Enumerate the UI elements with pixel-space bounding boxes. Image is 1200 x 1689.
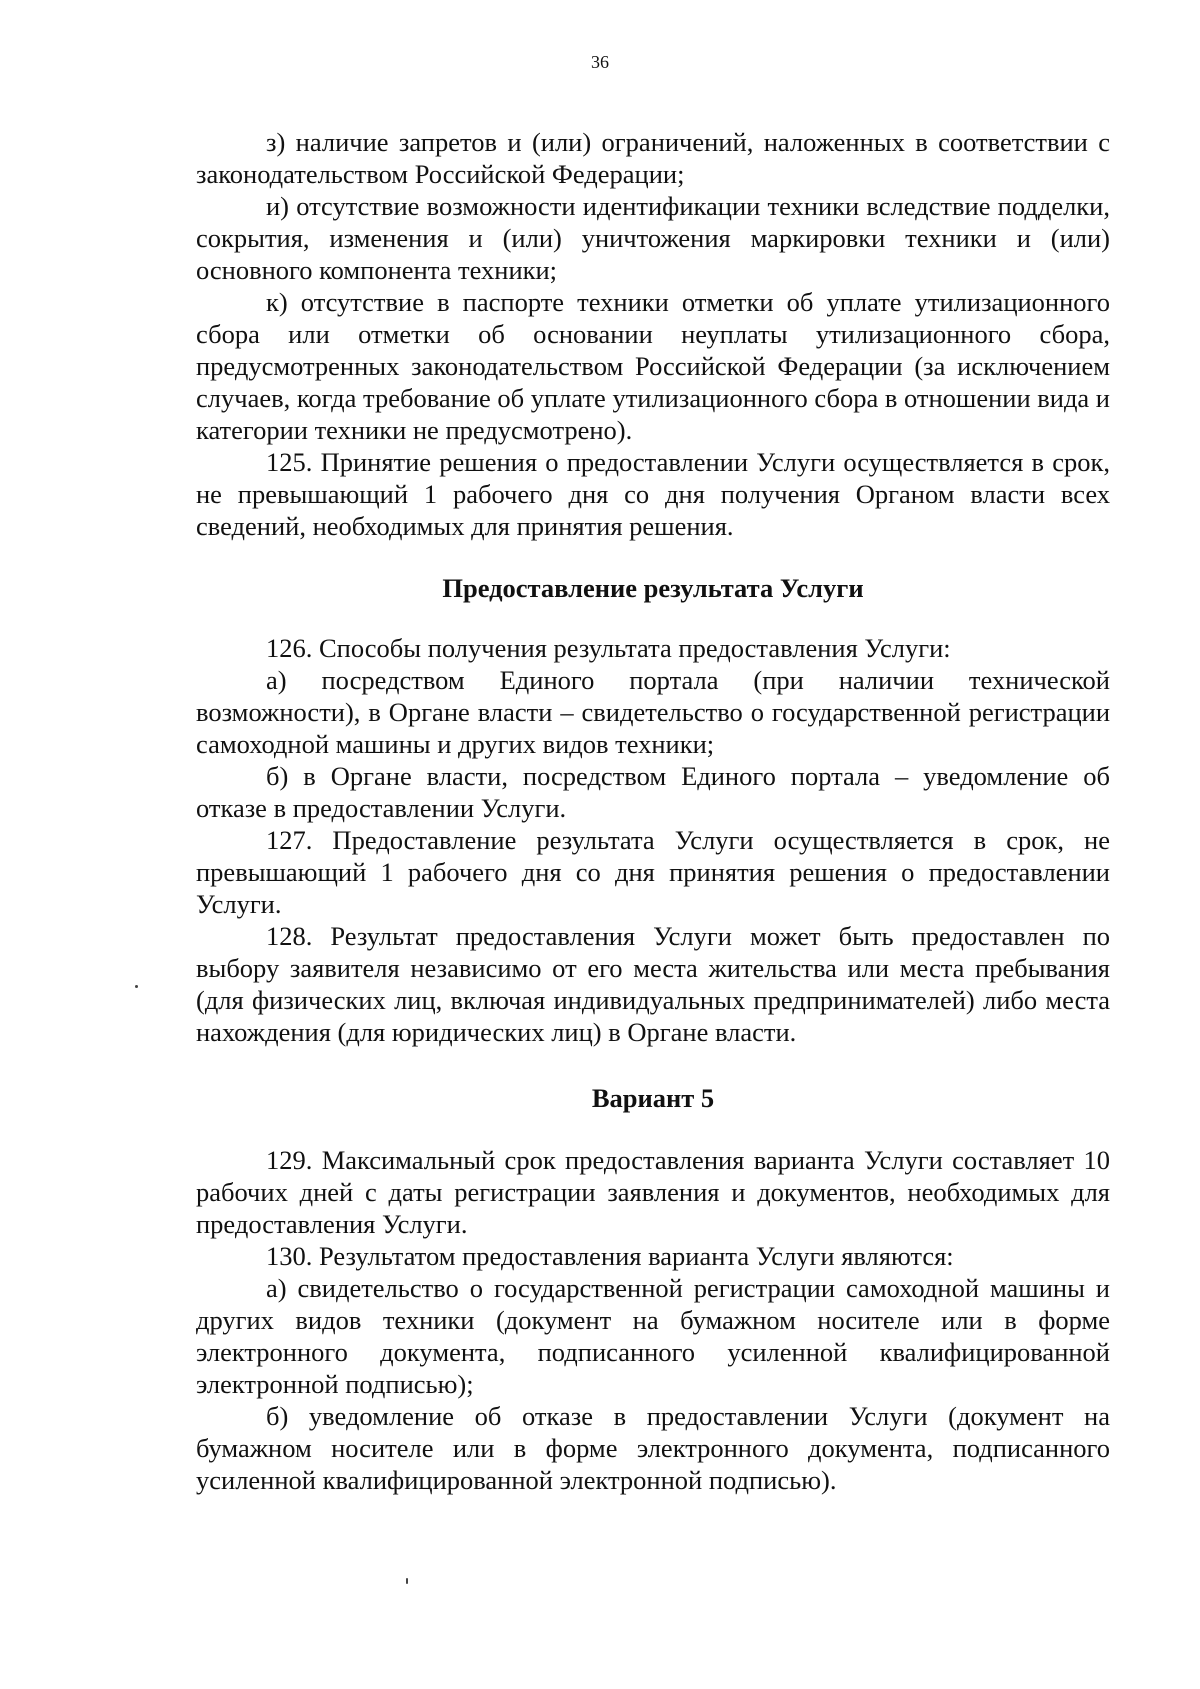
paragraph-130-a: а) свидетельство о государственной регистрации самоходной машины и других видов техники (документ на бумажном носителе или в форме электронного документа, подписанного усиленной квалифицированной электронной подписью); bbox=[196, 1273, 1110, 1399]
paragraph-127: 127. Предоставление результата Услуги осуществляется в срок, не превышающий 1 рабочего дня со дня принятия решения о предоставлении Услуги. bbox=[196, 825, 1110, 919]
document-body bbox=[196, 126, 1110, 1496]
paragraph-k-recycling-fee: к) отсутствие в паспорте техники отметки об уплате утилизационного сбора или отметки об основании неуплаты утилизационного сбора, предусмотренных законодательством Российской Федерации (за исключением случаев, когда требование об уплате утилизационного сбора в отношении вида и категории техники не предусмотрено). bbox=[196, 287, 1110, 445]
paragraph-130-b: б) уведомление об отказе в предоставлении Услуги (документ на бумажном носителе или в форме электронного документа, подписанного усиленной квалифицированной электронной подписью). bbox=[196, 1401, 1110, 1495]
paragraph-130: 130. Результатом предоставления варианта Услуги являются: bbox=[266, 1241, 954, 1271]
paragraph-126: 126. Способы получения результата предоставления Услуги: bbox=[266, 633, 951, 663]
paragraph-126-a: а) посредством Единого портала (при наличии технической возможности), в Органе власти – свидетельство о государственной регистрации самоходной машины и других видов техники; bbox=[196, 665, 1110, 759]
paragraph-i-identification: и) отсутствие возможности идентификации техники вследствие подделки, сокрытия, изменения и (или) уничтожения маркировки техники и (или) основного компонента техники; bbox=[196, 191, 1110, 285]
section-heading-result: Предоставление результата Услуги bbox=[442, 573, 864, 603]
scan-speck-dot bbox=[406, 1578, 408, 1584]
paragraph-128: 128. Результат предоставления Услуги может быть предоставлен по выбору заявителя независимо от его места жительства или места пребывания (для физических лиц, включая индивидуальных предпринимателей) либо места нахождения (для юридических лиц) в Органе власти. bbox=[196, 921, 1110, 1047]
section-heading-variant-5: Вариант 5 bbox=[591, 1083, 715, 1113]
paragraph-125: 125. Принятие решения о предоставлении Услуги осуществляется в срок, не превышающий 1 рабочего дня со дня получения Органом власти всех сведений, необходимых для принятия решения. bbox=[196, 447, 1110, 541]
paragraph-126-b: б) в Органе власти, посредством Единого портала – уведомление об отказе в предоставлении Услуги. bbox=[196, 761, 1110, 823]
paragraph-z-restrictions: з) наличие запретов и (или) ограничений, наложенных в соответствии с законодательством Российской Федерации; bbox=[196, 127, 1110, 189]
paragraph-129: 129. Максимальный срок предоставления варианта Услуги составляет 10 рабочих дней с даты регистрации заявления и документов, необходимых для предоставления Услуги. bbox=[196, 1145, 1110, 1239]
page-number: 36 bbox=[591, 52, 609, 72]
scan-speck-dot bbox=[135, 985, 138, 988]
